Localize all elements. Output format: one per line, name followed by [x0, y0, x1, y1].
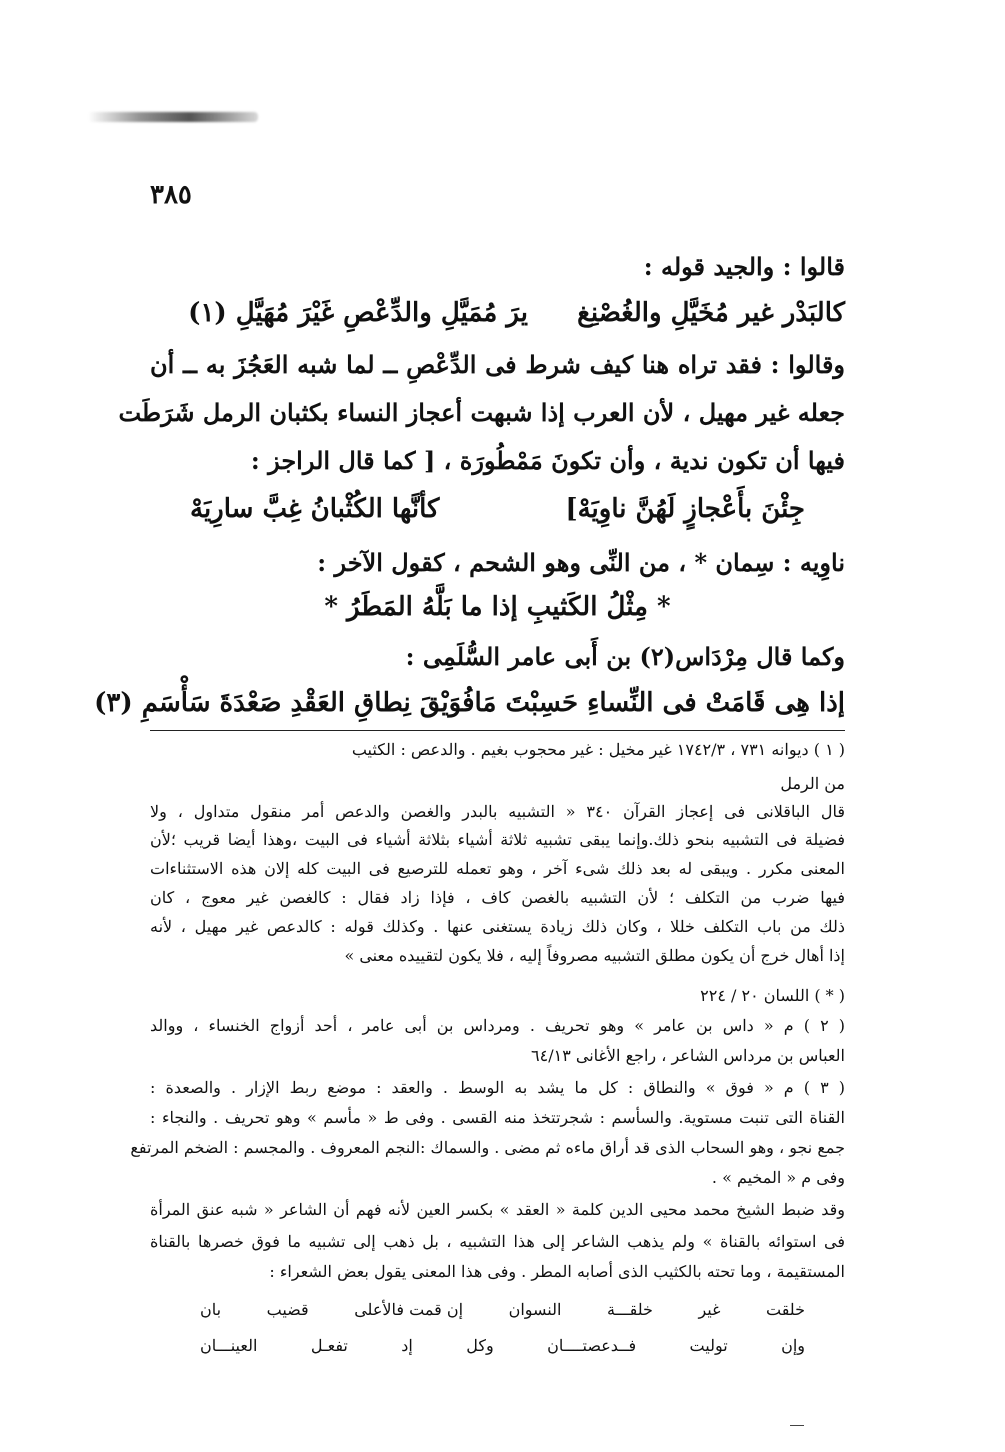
poem-word: فــدعصتــــان: [547, 1336, 637, 1355]
footnote-3-line-4: وفى م « المخيم » .: [711, 1168, 845, 1187]
verse-1-hemistich-2: يرَ مُمَيَّلِ والدِّعْصِ غَيْرَ مُهَيَّلِ (١): [188, 298, 528, 328]
footnote-1-line-3: قال الباقلانى فى إعجاز القرآن ٣٤٠ « التشبيه بالبدر والغصن والدعص أمر منقول متداول ، ولا: [150, 802, 845, 821]
body-line-3: جعله غير مهيل ، لأن العرب إذا شبهت أعجاز النساء بكثبان الرمل شَرَطَت: [118, 398, 845, 427]
verse-1: [150, 298, 845, 328]
page-number: ٣٨٥: [150, 180, 192, 210]
verse-2-hemistich-2: كأنَّها الكُثْبانُ غِبَّ سارِيَهْ: [190, 494, 440, 524]
footnote-1-line-7: ذلك من باب التكلف خللا ، وكان ذلك زيادة يستغنى عنها . وكذلك قوله : كالدعص غير مهيل ، لأنه: [150, 917, 845, 936]
poem-word: غير: [698, 1300, 721, 1319]
verse-4: [94, 688, 845, 718]
poem-row-2: [200, 1336, 805, 1355]
footnote-2-line-1: ( ٢ ) م « داس بن عامر » وهو تحريف . ومرداس بن أبى عامر ، أحد أزواج الخنساء ، ووالد: [150, 1016, 846, 1035]
verse-3: * مِثْلُ الكَثيبِ إذا ما بَلَّهُ المَطَرُ *: [324, 592, 671, 622]
footnote-1-line-1: ( ١ ) ديوانه ٧٣١ ، ١٧٤٢/٣ غير مخيل : غير محجوب بغيم . والدعص : الكثيب: [351, 740, 845, 759]
verse-4-hemistich-2: فُوَيْقَ نِطاقِ العَقْدِ صَعْدَةَ سَأْسَمِ (٣): [94, 688, 475, 718]
footnote-4-line-3: المستقيمة ، وما تحته بالكثيب الذى أصابه المطر . وفى هذا المعنى يقول بعض الشعراء :: [269, 1262, 845, 1281]
poem-word: وإن: [781, 1336, 805, 1355]
verse-2: [190, 494, 805, 524]
verse-2-hemistich-1: جِئْنَ بأَعْجازٍ لَهُنَّ ناوِيَهْ]: [565, 494, 805, 524]
footnote-3-line-1: ( ٣ ) م « فوق » والنطاق : كل ما يشد به الوسط . والعقد : موضع ربط الإزار . والصعدة :: [150, 1078, 845, 1097]
body-line-4: فيها أن تكون ندية ، وأن تكونَ مَمْطُورَة ، [ كما قال الراجز :: [250, 446, 845, 475]
body-line-1: قالوا : والجيد قوله :: [643, 252, 845, 281]
footnote-3-line-3: جمع نجو ، وهو السحاب الذى قد أراق ماءه ثم مضى . والسماك :النجم المعروف . والمجسم : الضخم المرتفع: [130, 1138, 845, 1157]
verse-4-hemistich-1: إذا هِى قَامَتْ فى النِّساءِ حَسِبْتَ مَا: [474, 688, 845, 718]
poem-word: النسوان: [508, 1300, 562, 1319]
poem-word: توليت: [689, 1336, 728, 1355]
poem-word: خلقـــة: [606, 1300, 653, 1319]
poem-word: تفعـل: [310, 1336, 348, 1355]
body-line-5: ناوِيه : سِمان * ، من النِّى وهو الشحم ، كقول الآخر :: [317, 548, 845, 577]
bottom-mark: [790, 1425, 804, 1426]
poem-word: قضيب: [266, 1300, 309, 1319]
scan-smudge: [88, 112, 258, 122]
footnote-star: ( * ) اللسان ٢٠ / ٢٢٤: [700, 986, 845, 1005]
footnote-1-line-8: إذا أهال خرج أن يكون مطلق التشبيه مصروفاً إليه ، فلا يكون لتقييده معنى »: [344, 946, 845, 965]
poem-word: بان: [200, 1300, 222, 1319]
footnote-3-line-2: القناة التى تنبت مستوية. والسأسم : شجرتتخذ منه القسى . وفى ط « مأسم » وهو تحريف . والنجاء :: [150, 1108, 845, 1127]
footnote-1-line-6: فيها ضرب من التكلف ؛ لأن التشبيه بالغصن كاف ، فإذا زاد فقال : كالغصن غير معوج ، كان: [150, 888, 845, 907]
poem-row-1: [200, 1300, 805, 1319]
footnote-1-line-5: المعنى مكرر . ويبقى له بعد ذلك شىء آخر ، وهو تعمله للترصيع فى البيت كله إلان هذه الاستثناءات: [150, 859, 845, 878]
poem-word: وكل: [466, 1336, 494, 1355]
footnote-4-line-2: فى استوائه بالقناة » ولم يذهب الشاعر إلى هذا التشبيه ، بل ذهب إلى تشبيه ما فوق خصرها بالقناة: [150, 1232, 845, 1251]
poem-word: العينـــان: [200, 1336, 258, 1355]
footnote-1-line-2: من الرمل: [780, 774, 845, 793]
poem-word: خلقت: [766, 1300, 805, 1319]
verse-1-hemistich-1: كالبَدْر غير مُخَيَّلِ والغُصْنِغ: [577, 298, 845, 328]
footnote-2-line-2: العباس بن مرداس الشاعر ، راجع الأغانى ٦٤/١٣: [531, 1046, 845, 1065]
footnote-separator: [150, 730, 845, 731]
body-line-2: وقالوا : فقد تراه هنا كيف شرط فى الدِّعْصِ ــ لما شبه العَجُزَ به ــ أن: [150, 350, 845, 379]
poem-word: إد: [401, 1336, 413, 1355]
footnote-1-line-4: فضيلة فى التشبيه بنحو ذلك.وإنما يبقى تشبيه ثلاثة أشياء بثلاثة أشياء فى البيت ،وهذا أيضا قريب ؛لأن: [150, 830, 845, 849]
poem-word: إن قمت فالأعلى: [354, 1300, 464, 1319]
footnote-4-line-1: وقد ضبط الشيخ محمد محيى الدين كلمة « العقد » بكسر العين لأنه فهم أن الشاعر « شبه عنق المرأة: [150, 1200, 845, 1219]
body-line-6: وكما قال مِرْدَاس(٢) بن أَبى عامر السُّلَمِى :: [405, 642, 845, 671]
